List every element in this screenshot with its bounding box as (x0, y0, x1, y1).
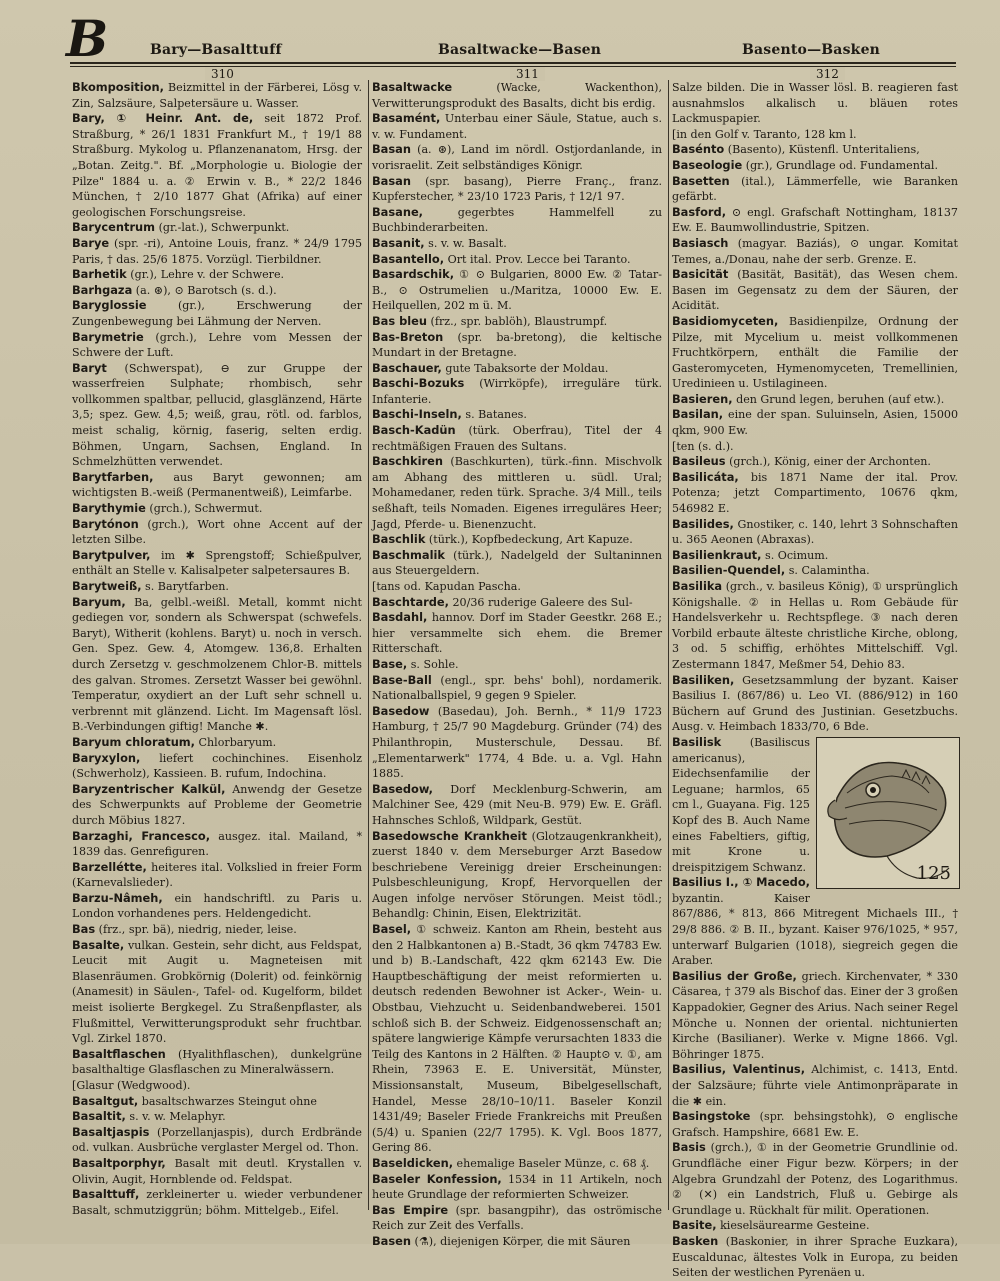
entry-text: (grch.), König, einer der Archonten. (725, 455, 931, 469)
column-2 (372, 80, 662, 1248)
entry-headword: Barycentrum (72, 220, 156, 235)
entry-text: hannov. Dorf im Stader Geestkr. 268 E.; hier versammelte sich ehem. die Bremer Ritterschaft. (372, 611, 662, 656)
entry-text: (Glotzaugenkrankheit), zuerst 1840 v. dem Merseburger Arzt Basedow beschriebene Vereinigg dreier Erscheinungen: Pulsbeschleunigung, Kropf, Hervorquellen der Augen infolge nervöser Störungen. Meist tödl.; Behandlg: Chinin, Eisen, Elektrizität. (372, 829, 662, 921)
dictionary-entry (372, 673, 662, 704)
entry-text: [ten (s. d.). (672, 439, 734, 453)
dictionary-entry (72, 1094, 362, 1110)
entry-headword: Baschmalik (372, 547, 445, 562)
entry-text: Anwendg der Gesetze des Schwerpunkts auf Probleme der Geometrie durch Möbius 1827. (72, 782, 363, 827)
entry-headword: Basetten (672, 173, 730, 188)
entry-headword: Baryum, (72, 594, 126, 609)
running-head-right: Basento—Basken (742, 42, 881, 58)
entry-headword: Basdahl, (372, 610, 428, 625)
entry-text: (gr.), Grundlage od. Fundamental. (742, 158, 938, 172)
dictionary-entry (72, 579, 362, 595)
entry-headword: Basch-Kadün (372, 423, 456, 438)
dictionary-entry (672, 548, 958, 564)
entry-text: (Basento), Küstenfl. Unteritaliens, (724, 143, 920, 157)
dictionary-entry (72, 829, 362, 860)
entry-text: (türk.), Kopfbedeckung, Art Kapuze. (425, 533, 633, 547)
entry-headword: Baschi-Inseln, (372, 407, 462, 422)
entry-text: zerkleinerter u. wieder verbundener Basalt, schmutziggrün; böhm. Mittelgeb., Eifel. (72, 1188, 362, 1217)
entry-text: ehemalige Baseler Münze, c. 68 ₰. (453, 1156, 650, 1170)
page-number-left: 310 (205, 67, 240, 81)
dictionary-entry (372, 1203, 662, 1234)
entry-text: (grch.), Lehre vom Messen der Schwere der Luft. (72, 330, 362, 360)
entry-headword: Basis (672, 1140, 706, 1155)
entry-text: (⚗), diejenigen Körper, die mit Säuren (410, 1234, 631, 1248)
entry-headword: Basicität (672, 267, 729, 282)
entry-text: gute Tabaksorte der Moldau. (441, 361, 609, 375)
entry-text: (Basiliscus americanus), Eidechsenfamilie der Leguane; harmlos, 65 cm l., Guayana. Fig. 125 Kopf des B. Auch Name eines Fabeltiers, giftig, mit Krone u. dreispitzigem Schwanz. (672, 735, 810, 874)
dictionary-entry (72, 80, 362, 111)
entry-headword: Baschlik (372, 532, 426, 547)
entry-text: 20/36 ruderige Galeere des Sul- (448, 595, 633, 609)
entry-text: (türk.), Nadelgeld der Sultaninnen aus Steuergeldern. (372, 548, 662, 578)
entry-headword: Basan (372, 142, 411, 157)
entry-text: liefert cochinchines. Eisenholz (Schwerholz), Kassieen. B. rufum, Indochina. (72, 751, 362, 781)
dictionary-entry (72, 1156, 362, 1187)
dictionary-entry (372, 205, 662, 236)
entry-text: Salze bilden. Die in Wasser lösl. B. reagieren fast ausnahmslos alkalisch u. bläuen rotes Lackmuspapier. (672, 81, 958, 126)
dictionary-entry (372, 111, 662, 142)
dictionary-entry (672, 407, 958, 438)
dictionary-entry (372, 361, 662, 377)
entry-text: Basidienpilze, Ordnung der Pilze, mit Mycelium u. meist vollkommenen Fruchtkörpern, enthält die Familie der Gasteromyceten, Hymenomyceten, Tremellinien, Uredinieen u. Ustilagineen. (672, 314, 958, 391)
entry-text: Alchimist, c. 1413, Entd. der Salzsäure; führte viele Antimonpräparate in die ✱ ein. (672, 1063, 958, 1108)
dictionary-entry (672, 1218, 958, 1234)
entry-headword: Baschauer, (372, 360, 442, 375)
entry-headword: Bas Empire (372, 1202, 449, 1217)
dictionary-entry (372, 548, 662, 579)
dictionary-entry (372, 610, 662, 657)
entry-headword: Basileus (672, 454, 726, 469)
entry-text: (gr.-lat.), Schwerpunkt. (155, 221, 290, 235)
dictionary-entry (372, 704, 662, 782)
entry-text: (Basität, Basität), das Wesen chem. Basen im Gegensatz zu dem der Säuren, der Acidität. (672, 268, 958, 313)
dictionary-entry (672, 439, 958, 455)
entry-text: (Hyalithflaschen), dunkelgrüne basalthaltige Glasflaschen zu Mineralwässern. (72, 1047, 362, 1077)
entry-headword: Barytfarben, (72, 469, 154, 484)
entry-headword: Basilius, Valentinus, (672, 1062, 806, 1077)
entry-headword: Base-Ball (372, 672, 432, 687)
entry-headword: Basaltwacke (372, 80, 453, 94)
entry-text: Gesetzsammlung der byzant. Kaiser Basilius I. (867/86) u. Leo VI. (886/912) in 160 Büchern auf Grund des Justinian. Gesetzbuchs. Ausg. v. Heimbach 1833/70, 6 Bde. (672, 673, 958, 734)
entry-headword: Basedowsche Krankheit (372, 828, 527, 843)
entry-text: s. Batanes. (461, 408, 527, 422)
dictionary-entry (72, 938, 362, 1047)
dictionary-entry (672, 142, 958, 158)
entry-text: den Grund legen, beruhen (auf etw.). (732, 392, 945, 406)
entry-headword: Basford, (672, 204, 727, 219)
entry-text: (grch., v. basileus König), ① ursprünglich Königshalle. ② in Hellas u. Rom Gebäude für Handelsverkehr u. Rechtspflege. ③ nach deren Vorbild erbaute älteste christliche Kirche, oblong, 3 od. 5 schiffig, erhöhtes Mittelschiff. Vgl. Zestermann 1847, Meßmer 54, Dehio 83. (672, 580, 958, 671)
entry-headword: Basaltjaspis (72, 1124, 150, 1139)
dictionary-entry (72, 470, 362, 501)
entry-text: vulkan. Gestein, sehr dicht, aus Feldspat, Leucit mit Augit u. Magneteisen mit Blasenräumen. Grobkörnig (Dolerit) od. feinkörnig (Anamesit) in Säulen-, Tafel- od. Kugelform, bildet meist isolierte Bergkegel. Zu Straßenpflaster, als Flußmittel, Verwitterungsprodukt sehr fruchtbar. Vgl. Zirkel 1870. (72, 938, 362, 1046)
entry-headword: Baryglossie (72, 298, 147, 313)
entry-text: (Wacke, Wackenthon), Verwitterungsprodukt des Basalts, dicht bis erdig. (372, 81, 662, 110)
dictionary-entry (72, 236, 362, 267)
entry-headword: Bas (72, 922, 96, 937)
dictionary-entry (372, 423, 662, 454)
dictionary-entry (372, 595, 662, 611)
entry-text: Chlorbaryum. (195, 735, 277, 749)
section-letter: B (66, 9, 109, 68)
entry-text: Gnostiker, c. 140, lehrt 3 Sohnschaften u. 365 Aeonen (Abraxas). (672, 517, 958, 547)
entry-headword: Basilien-Quendel, (672, 563, 786, 578)
entry-headword: Basiliken, (672, 672, 735, 687)
dictionary-entry (372, 407, 662, 423)
dictionary-entry (672, 579, 958, 673)
entry-headword: Basilan, (672, 407, 724, 422)
running-head-center: Basaltwacke—Basen (438, 42, 602, 58)
entry-headword: Baschi-Bozuks (372, 376, 465, 391)
basilisk-figure (816, 737, 960, 889)
entry-headword: Basilius der Große, (672, 968, 797, 983)
entry-headword: Barzellétte, (72, 859, 147, 874)
entry-headword: Basel, (372, 922, 412, 937)
entry-text: s. Calamintha. (785, 564, 870, 578)
entry-text: Dorf Mecklenburg-Schwerin, am Malchiner See, 429 (mit Neu-B. 979) Ew. E. Gräfl. Hahnsches Schloß, Wildpark, Gestüt. (372, 782, 662, 827)
column-1 (72, 80, 362, 1220)
entry-text: s. v. w. Basalt. (424, 236, 507, 250)
entry-headword: Basingstoke (672, 1109, 751, 1124)
entry-text: s. Barytfarben. (141, 580, 229, 593)
entry-text: (spr. basangpihr), das oströmische Reich zur Zeit des Verfalls. (372, 1203, 662, 1233)
entry-headword: Basen (372, 1233, 411, 1248)
entry-text: (grch.), Schwermut. (145, 502, 263, 516)
entry-text: [tans od. Kapudan Pascha. (372, 580, 521, 593)
column-3 (672, 80, 958, 1280)
entry-headword: Baseldicken, (372, 1155, 454, 1170)
dictionary-entry (372, 1234, 662, 1250)
entry-text: (Basedau), Joh. Bernh., * 11/9 1723 Hamburg, † 25/7 90 Magdeburg. Gründer (74) des Philanthropin, Musterschule, Dessau. Bf. „Elementarwerk" 1774, 4 Bde. u. a. Vgl. Hahn 1885. (372, 704, 662, 781)
page-number-right: 312 (810, 67, 845, 81)
dictionary-entry (672, 174, 958, 205)
running-head-left: Bary—Basalttuff (150, 42, 282, 58)
dictionary-entry (72, 1125, 362, 1156)
entry-text: (Wirrköpfe), irreguläre türk. Infanterie. (372, 377, 662, 406)
entry-headword: Bary, ① Heinr. Ant. de, (72, 111, 254, 126)
entry-text: [Glasur (Wedgwood). (72, 1079, 191, 1092)
entry-headword: Base, (372, 656, 408, 671)
dictionary-entry (372, 314, 662, 330)
entry-text: basaltschwarzes Steingut ohne (138, 1094, 317, 1108)
column-divider (668, 80, 669, 1210)
entry-text: ⊙ engl. Grafschaft Nottingham, 18137 Ew. E. Baumwollindustrie, Spitzen. (672, 205, 958, 235)
entry-text: (a. ⊛), ⊙ Barotsch (s. d.). (132, 283, 277, 297)
entry-text: (spr. behsingstohk), ⊙ englische Grafsch. Hampshire, 6681 Ew. E. (672, 1110, 958, 1139)
dictionary-entry (72, 751, 362, 782)
entry-text: griech. Kirchenvater, * 330 Cäsarea, † 379 als Bischof das. Einer der 3 großen Kappadokier, Gegner des Arius. Nach seiner Regel Mönche u. Nonnen der oriental. nichtunierten Kirche (Basilianer). Werke v. Migne 1866. Vgl. Böhringer 1875. (672, 969, 958, 1061)
dictionary-entry (372, 1156, 662, 1172)
entry-headword: Baschtarde, (372, 594, 449, 609)
entry-headword: Basedow, (372, 781, 433, 796)
entry-headword: Basardschik, (372, 267, 455, 282)
entry-headword: Basilienkraut, (672, 547, 762, 562)
entry-text: (Baskonier, in ihrer Sprache Euzkara), Euscaldunac, ältestes Volk in Europa, zu beiden Seiten der westlichen Pyrenäen u. (672, 1234, 958, 1280)
dictionary-entry (72, 111, 362, 220)
entry-text: Basalt mit deutl. Krystallen v. Olivin, Augit, Hornblende od. Feldspat. (72, 1156, 362, 1186)
dictionary-entry (672, 127, 958, 143)
entry-headword: Basaltporphyr, (72, 1155, 166, 1170)
entry-text: (Porzellanjaspis), durch Erdbrände od. vulkan. Ausbrüche verglaster Mergel od. Thon. (72, 1125, 362, 1155)
entry-headword: Baseologie (672, 157, 743, 172)
entry-text: (spr. ba-bretong), die keltische Mundart in der Bretagne. (372, 330, 662, 360)
entry-headword: Barymetrie (72, 329, 144, 344)
entry-text: (a. ⊛), Land im nördl. Ostjordanlande, in vorisraelit. Zeit selbständiges Königr. (372, 143, 662, 172)
dictionary-entry (672, 267, 958, 314)
dictionary-entry (72, 283, 362, 299)
dictionary-entry (72, 891, 362, 922)
dictionary-entry (372, 532, 662, 548)
entry-text: (ital.), Lämmerfelle, wie Baranken gefärbt. (672, 174, 958, 204)
dictionary-entry (372, 330, 662, 361)
dictionary-entry (72, 361, 362, 470)
entry-text: (türk. Oberfrau), Titel der 4 rechtmäßigen Frauen des Sultans. (372, 424, 662, 453)
entry-headword: Barythymie (72, 501, 146, 516)
entry-headword: Barytónon (72, 516, 139, 531)
header-rule (70, 62, 956, 64)
entry-text: (spr. basang), Pierre Franç., franz. Kupferstecher, * 23/10 1723 Paris, † 12/1 97. (372, 174, 662, 204)
dictionary-entry (672, 80, 958, 127)
entry-headword: Basilius I., ① Macedo, (672, 875, 810, 890)
dictionary-entry (72, 595, 362, 735)
entry-text: (grch.), Wort ohne Accent auf der letzten Silbe. (72, 517, 362, 547)
entry-text: im ✱ Sprengstoff; Schießpulver, enthält an Stelle v. Kalisalpeter salpetersaures B. (72, 548, 362, 578)
dictionary-entry (672, 673, 958, 735)
entry-text: ① schweiz. Kanton am Rhein, besteht aus den 2 Halbkantonen a) B.-Stadt, 36 qkm 74783 Ew. und b) B.-Landschaft, 422 qkm 62143 Ew. Die Hauptbeschäftigung der meist reformierten u. deutsch redenden Bewohner ist Acker-, Wein- u. Obstbau, Viehzucht u. Seidenbandweberei. 1501 schloß sich B. der Schweiz. Eidgenossenschaft an; spätere langwierige Kämpfe verursachten 1833 die Teilg des Kantons in 2 Hälften. ② Haupt⊙ v. ①, am Rhein, 73963 E. E. Universität, Münster, Missionsanstalt, Museum, Bibelgesellschaft, Handel, Messe 28/10–10/11. Baseler Konzil 1431/49; Baseler Friede Frankreichs mit Preußen (5/4) u. Spanien (22/7 1795). K. Vgl. Boos 1877, Gering 86. (372, 923, 662, 1155)
entry-headword: Baryum chloratum, (72, 734, 195, 749)
dictionary-entry (372, 782, 662, 829)
dictionary-entry (672, 158, 958, 174)
entry-text: (engl., spr. behs' bohl), nordamerik. Nationalballspiel, 9 gegen 9 Spieler. (372, 673, 662, 703)
column-divider (368, 80, 369, 1210)
entry-headword: Basanit, (372, 235, 425, 250)
entry-text: gegerbtes Hammelfell zu Buchbinderarbeiten. (372, 205, 662, 235)
entry-text: (gr.), Erschwerung der Zungenbewegung bei Lähmung der Nerven. (72, 299, 362, 328)
entry-text: aus Baryt gewonnen; am wichtigsten B.-weiß (Permanentweiß), Leimfarbe. (72, 470, 362, 500)
dictionary-entry (72, 1109, 362, 1125)
entry-headword: Barytpulver, (72, 547, 151, 562)
entry-headword: Basaltgut, (72, 1093, 139, 1108)
entry-text: (Baschkurten), türk.-finn. Mischvolk am Abhang des mittleren u. südl. Ural; Mohamedaner, reden türk. Sprache. 3/4 Mill., teils seßhaft, teils Nomaden. Eigenes irreguläres Heer; Jagd, Pferde- u. Bienenzucht. (372, 455, 662, 531)
entry-headword: Basiasch (672, 235, 729, 250)
dictionary-entry (672, 1140, 958, 1218)
entry-text: kieselsäurearme Gesteine. (716, 1219, 870, 1233)
dictionary-entry (372, 454, 662, 532)
entry-headword: Basieren, (672, 391, 733, 406)
entry-headword: Baschkiren (372, 454, 443, 469)
dictionary-entry (372, 1172, 662, 1203)
dictionary-entry (72, 782, 362, 829)
entry-text: Beizmittel in der Färberei, Lösg v. Zin, Salzsäure, Salpetersäure u. Wasser. (72, 81, 362, 110)
dictionary-entry (372, 376, 662, 407)
dictionary-entry (672, 314, 958, 392)
dictionary-entry (72, 860, 362, 891)
entry-headword: Barytweiß, (72, 579, 142, 593)
dictionary-entry (72, 298, 362, 329)
entry-headword: Basantello, (372, 251, 445, 266)
entry-text: (spr. -ri), Antoine Louis, franz. * 24/9 1795 Paris, † das. 25/6 1875. Vorzügl. Tierbildner. (72, 236, 362, 266)
entry-headword: Baryxylon, (72, 750, 141, 765)
entry-headword: Baseler Konfession, (372, 1171, 502, 1186)
entry-text: 1534 in 11 Artikeln, noch heute Grundlage der reformierten Schweizer. (372, 1172, 662, 1202)
entry-headword: Bas-Breton (372, 329, 444, 344)
dictionary-entry (372, 922, 662, 1156)
entry-text: s. v. w. Melaphyr. (125, 1110, 226, 1124)
dictionary-entry (372, 174, 662, 205)
dictionary-entry (672, 969, 958, 1063)
entry-headword: Basilides, (672, 516, 734, 531)
dictionary-entry (672, 1234, 958, 1281)
entry-text: [in den Golf v. Taranto, 128 km l. (672, 127, 857, 141)
entry-headword: Basilika (672, 579, 723, 593)
entry-headword: Basedow (372, 703, 430, 718)
entry-headword: Basilicáta, (672, 469, 739, 484)
entry-headword: Basalte, (72, 937, 125, 952)
entry-headword: Bkomposition, (72, 80, 164, 94)
dictionary-entry (372, 267, 662, 314)
entry-text: ausgez. ital. Mailand, * 1839 das. Genrefiguren. (72, 829, 363, 859)
entry-text: ① ⊙ Bulgarien, 8000 Ew. ② Tatar-B., ⊙ Ostrumelien u./Maritza, 10000 Ew. E. Heilquellen, 202 m ü. M. (372, 268, 662, 313)
entry-text: ein handschriftl. zu Paris u. London vorhandenes pers. Heldengedicht. (72, 891, 362, 921)
entry-headword: Basilisk (672, 734, 722, 749)
dictionary-entry (72, 548, 362, 579)
entry-headword: Barye (72, 235, 110, 250)
dictionary-entry (72, 517, 362, 548)
dictionary-entry (72, 501, 362, 517)
entry-text: Unterbau einer Säule, Statue, auch s. v. w. Fundament. (372, 112, 662, 141)
dictionary-entry (372, 236, 662, 252)
entry-headword: Basaltflaschen (72, 1046, 166, 1061)
entry-headword: Barhgaza (72, 282, 133, 297)
dictionary-entry (372, 657, 662, 673)
entry-text: (gr.), Lehre v. der Schwere. (126, 268, 285, 282)
entry-headword: Baryt (72, 360, 107, 375)
entry-text: Ort ital. Prov. Lecce bei Taranto. (444, 252, 631, 266)
entry-text: heiteres ital. Volkslied in freier Form (Karnevalslieder). (72, 860, 362, 890)
dictionary-entry (672, 470, 958, 517)
entry-text: (magyar. Baziás), ⊙ ungar. Komitat Temes, a./Donau, nahe der serb. Grenze. E. (672, 236, 958, 266)
entry-text: (frz., spr. bä), niedrig, nieder, leise. (95, 923, 297, 937)
dictionary-entry (72, 1187, 362, 1218)
entry-text: (Schwerspat), ⊖ zur Gruppe der wasserfreien Sulphate; rhombisch, sehr vollkommen spaltbar, pellucid, glasglänzend, Härte 3,5; spez. Gew. 4,5; weiß, grau, rötl. od. farblos, meist schalig, körnig, faserig, selten erdig. Böhmen, Ungarn, Sachsen, England. In Schmelzhütten verwendet. (72, 361, 362, 469)
dictionary-entry (672, 454, 958, 470)
dictionary-entry (372, 80, 662, 111)
entry-headword: Basaltit, (72, 1109, 126, 1124)
dictionary-entry (72, 330, 362, 361)
entry-text: seit 1872 Prof. Straßburg, * 26/1 1831 Frankfurt M., † 19/1 88 Straßburg. Mykolog u. Pflanzenanatom, Hrsg. der „Botan. Zeitg.". Bf. „Morphologie u. Biologie der Pilze" 1884 u. a. ② Erwin v. B., * 22/2 1846 München, † 2/10 1877 Ghat (Afrika) auf einer geologischen Forschungsreise. (72, 112, 362, 219)
dictionary-entry (72, 220, 362, 236)
dictionary-entry (72, 1078, 362, 1094)
entry-text: s. Ocimum. (761, 548, 829, 562)
entry-text: bis 1871 Name der ital. Prov. Potenza; jetzt Compartimento, 10676 qkm, 546982 E. (672, 470, 958, 516)
entry-text: s. Sohle. (407, 657, 459, 671)
dictionary-entry (72, 267, 362, 283)
dictionary-entry (72, 1047, 362, 1078)
dictionary-entry (672, 205, 958, 236)
entry-headword: Baryzentrischer Kalkül, (72, 781, 226, 796)
dictionary-entry (672, 563, 958, 579)
entry-text: eine der span. Suluinseln, Asien, 15000 qkm, 900 Ew. (672, 408, 958, 438)
entry-headword: Basan (372, 173, 411, 188)
dictionary-entry (372, 579, 662, 595)
dictionary-entry (372, 252, 662, 268)
dictionary-entry (672, 517, 958, 548)
entry-headword: Barhetik (72, 267, 127, 282)
entry-text: (grch.), ① in der Geometrie Grundlinie od. Grundfläche einer Figur bezw. Körpers; in der Algebra Grundzahl der Potenz, des Logarithmus. ② (✕) ein Landstrich, Fluß u. Gebirge als Grundlage u. Rückhalt für milit. Operationen. (672, 1141, 958, 1217)
entry-headword: Basken (672, 1233, 719, 1248)
entry-text: Ba, gelbl.-weißl. Metall, kommt nicht gediegen vor, sondern als Schwerspat (schwefels. Baryt), Witherit (kohlens. Baryt) u. noch in versch. Gen. Spez. Gew. 4, Atomgew. 136,8. Erhalten durch Zersetzg v. geschmolzenem Chlor-B. mittels des galvan. Stromes. Zersetzt Wasser bei gewöhnl. Temperatur, oxydiert an der Luft sehr schnell u. verbrennt mit glänzend. Licht. Im Magensaft lösl. B.-Verbindungen giftig! Manche ✱. (72, 595, 362, 734)
entry-headword: Basénto (672, 142, 725, 157)
entry-headword: Basalttuff, (72, 1187, 140, 1202)
entry-headword: Barzaghi, Francesco, (72, 828, 211, 843)
entry-headword: Basidiomyceten, (672, 313, 779, 328)
dictionary-entry (672, 1109, 958, 1140)
entry-headword: Bas bleu (372, 313, 428, 328)
dictionary-entry (672, 875, 958, 969)
dictionary-entry (72, 922, 362, 938)
dictionary-entry (372, 829, 662, 923)
entry-headword: Basamént, (372, 111, 441, 126)
dictionary-entry (672, 1062, 958, 1109)
dictionary-entry (672, 236, 958, 267)
entry-headword: Basane, (372, 204, 423, 219)
dictionary-entry (372, 142, 662, 173)
page-number-center: 311 (510, 67, 545, 81)
entry-headword: Barzu-Nâmeh, (72, 890, 163, 905)
dictionary-entry (672, 392, 958, 408)
entry-text: byzantin. Kaiser 867/886, * 813, 866 Mitregent Michaels III., † 29/8 886. ② B. II., byzant. Kaiser 976/1025, * 957, unterwarf Bulgarien (1018), siegreich gegen die Araber. (672, 891, 958, 968)
entry-headword: Basite, (672, 1218, 717, 1233)
figure-number: 125 (916, 863, 951, 885)
dictionary-entry (72, 735, 362, 751)
entry-text: (frz., spr. bablöh), Blaustrumpf. (427, 314, 608, 328)
